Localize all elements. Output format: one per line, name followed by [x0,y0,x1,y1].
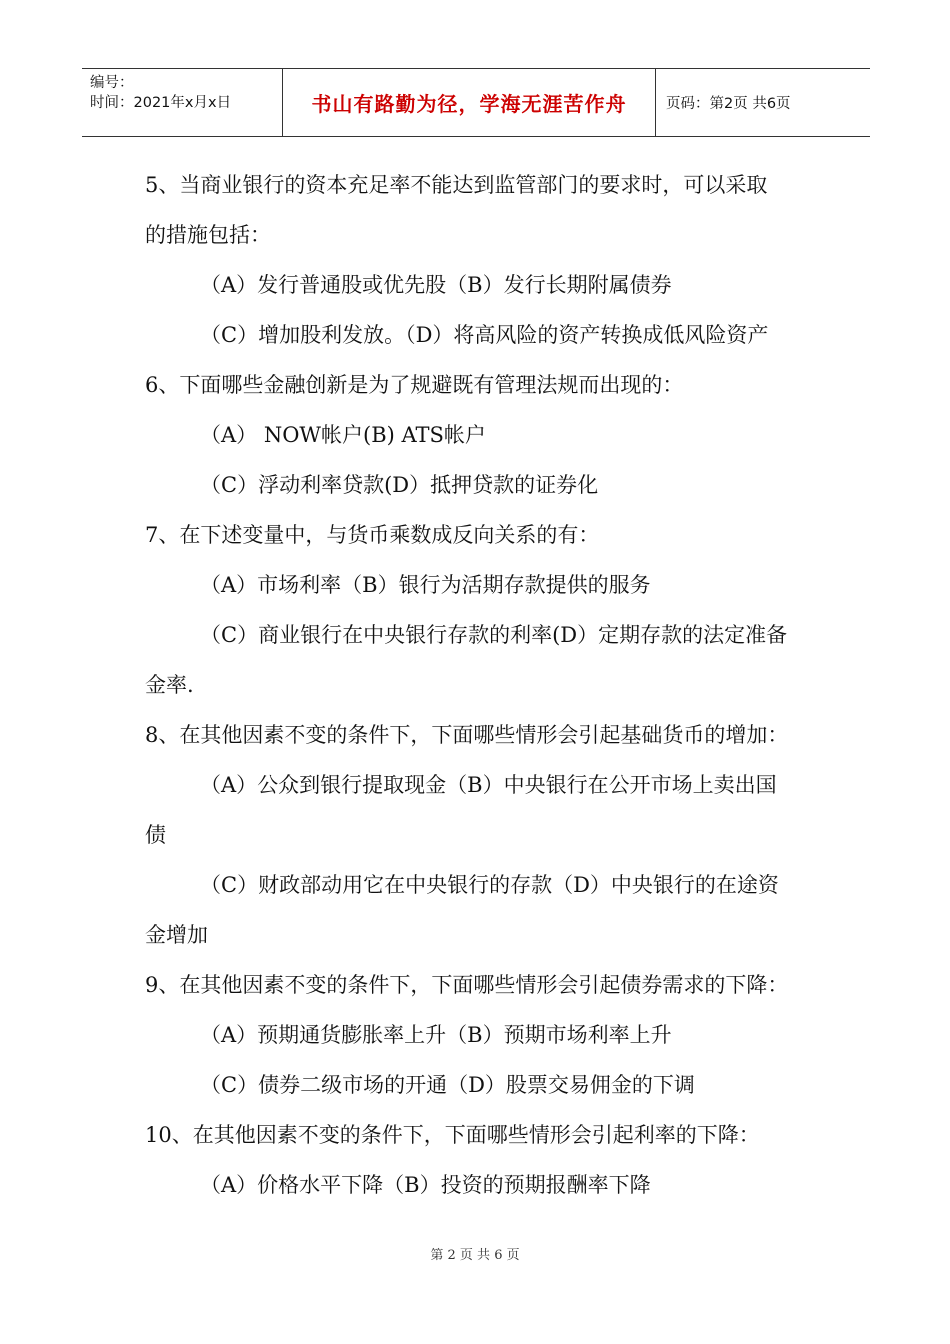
option-line: （A） NOW帐户(B) ATS帐户 [200,423,486,447]
option-line: （C）商业银行在中央银行存款的利率(D）定期存款的法定准备 [200,623,788,647]
question-line: 债 [145,823,166,847]
header-page-info: 页码：第2页 共6页 [666,96,791,112]
question-line: 金增加 [145,923,208,947]
question-line: 7、在下述变量中，与货币乘数成反向关系的有： [145,523,600,547]
page-header [82,68,870,137]
option-line: （A）预期通货膨胀率上升（B）预期市场利率上升 [200,1023,672,1047]
question-line: 9、在其他因素不变的条件下，下面哪些情形会引起债券需求的下降： [145,973,789,997]
code-label: 编号： [90,75,134,91]
page-footer: 第 2 页 共 6 页 [430,1248,520,1263]
option-line: （A）价格水平下降（B）投资的预期报酬率下降 [200,1173,651,1197]
option-line: （A）市场利率（B）银行为活期存款提供的服务 [200,573,651,597]
document-body [145,160,825,1210]
option-line: （A）公众到银行提取现金（B）中央银行在公开市场上卖出国 [200,773,777,797]
option-line: （C）增加股利发放。（D）将高风险的资产转换成低风险资产 [200,323,769,347]
question-line: 6、下面哪些金融创新是为了规避既有管理法规而出现的： [145,373,684,397]
header-meta [82,69,283,136]
question-line: 8、在其他因素不变的条件下，下面哪些情形会引起基础货币的增加： [145,723,789,747]
option-line: （C）债券二级市场的开通（D）股票交易佣金的下调 [200,1073,695,1097]
option-line: （A）发行普通股或优先股（B）发行长期附属债券 [200,273,672,297]
option-line: （C）浮动利率贷款(D）抵押贷款的证券化 [200,473,599,497]
header-motto: 书山有路勤为径，学海无涯苦作舟 [283,69,656,136]
option-line: （C）财政部动用它在中央银行的存款（D）中央银行的在途资 [200,873,779,897]
time-label: 时间：2021年x月x日 [90,95,232,111]
question-line: 金率. [145,673,194,697]
question-line: 10、在其他因素不变的条件下，下面哪些情形会引起利率的下降： [145,1123,760,1147]
question-line: 的措施包括： [145,223,271,247]
question-line: 5、当商业银行的资本充足率不能达到监管部门的要求时，可以采取 [145,173,768,197]
